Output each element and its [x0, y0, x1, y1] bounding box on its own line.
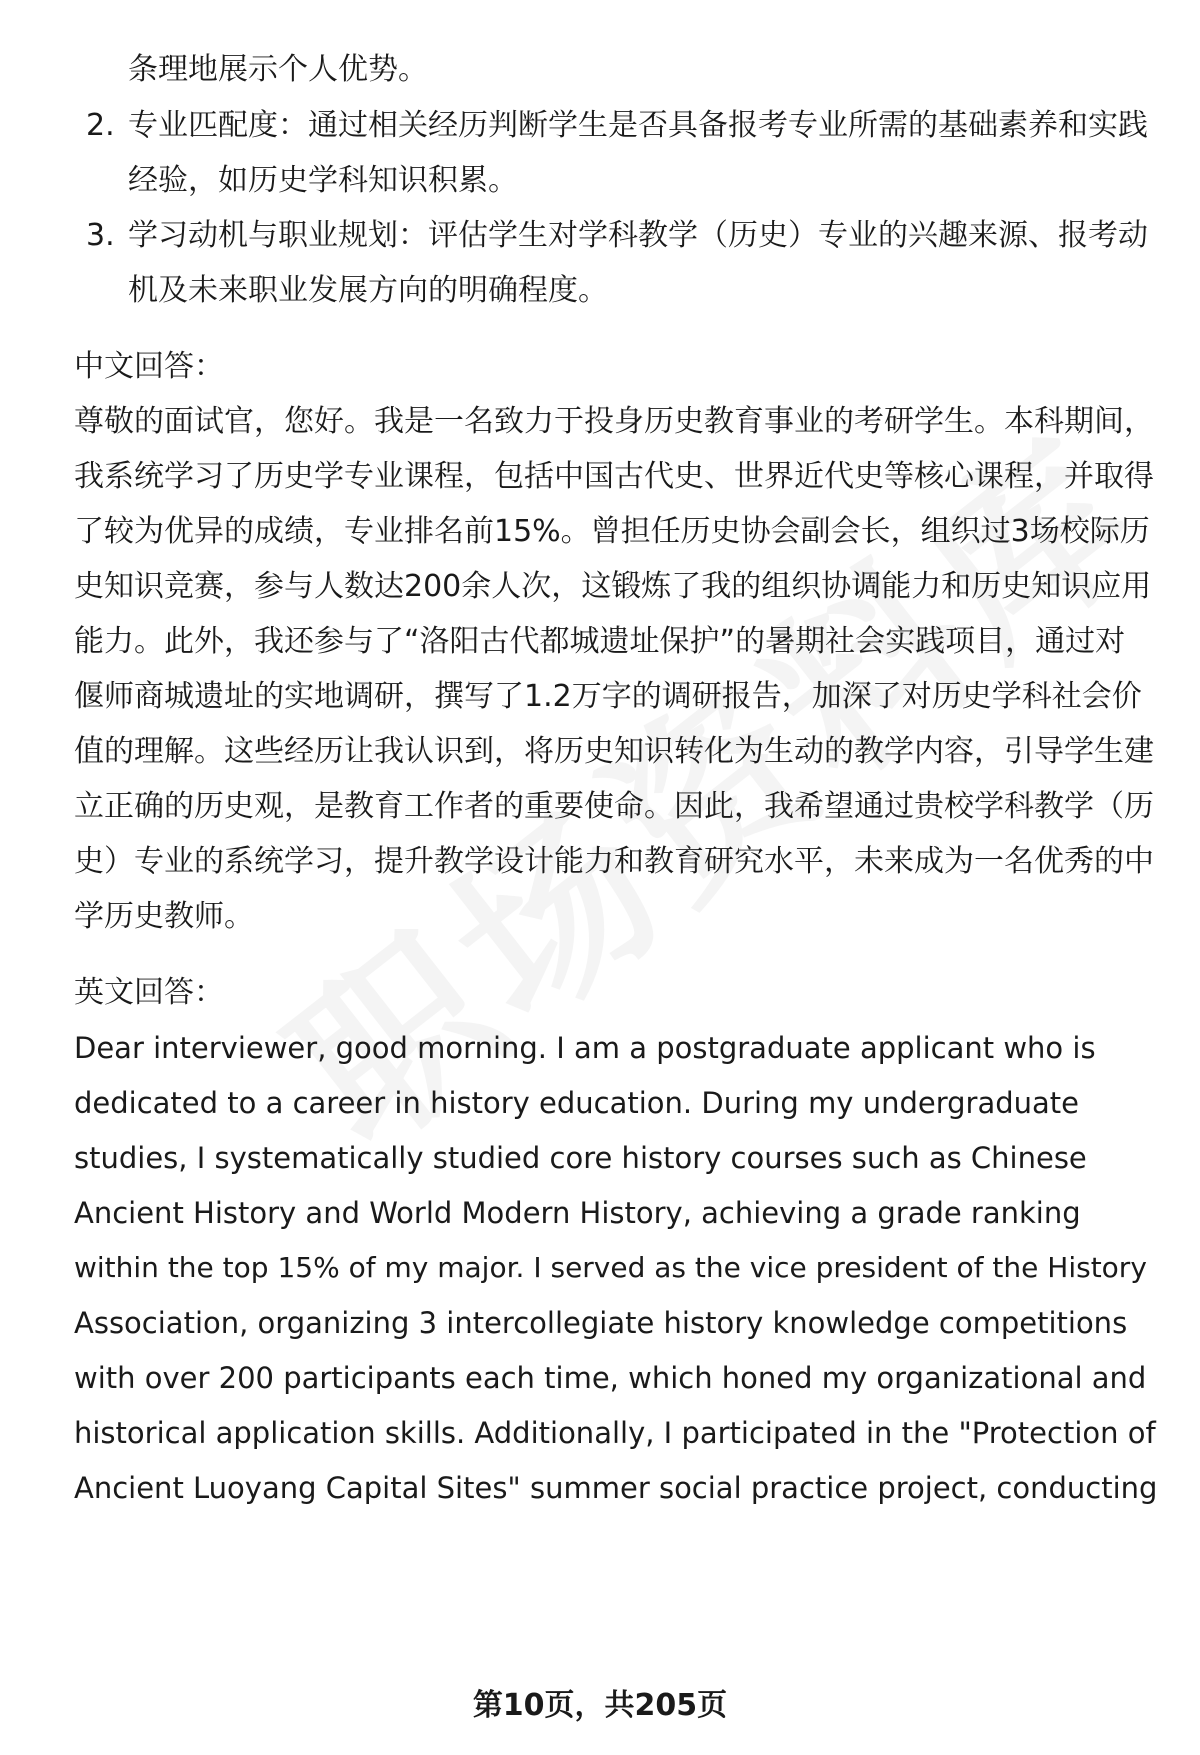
chinese-answer-line: 偃师商城遗址的实地调研，撰写了1.2万字的调研报告，加深了对历史学科社会价 [74, 679, 1142, 714]
criterion-line: 机及未来职业发展方向的明确程度。 [128, 273, 608, 308]
chinese-answer-line: 值的理解。这些经历让我认识到，将历史知识转化为生动的教学内容，引导学生建 [74, 734, 1154, 769]
english-answer-line: within the top 15% of my major. I served as the vice president of the History [74, 1251, 1147, 1284]
criterion-line: 经验，如历史学科知识积累。 [128, 163, 518, 198]
chinese-answer-line: 史）专业的系统学习，提升教学设计能力和教育研究水平，未来成为一名优秀的中 [74, 844, 1154, 879]
intro-line: 条理地展示个人优势。 [128, 52, 428, 87]
english-answer-line: Dear interviewer, good morning. I am a postgraduate applicant who is [74, 1031, 1096, 1065]
chinese-answer-line: 立正确的历史观，是教育工作者的重要使命。因此，我希望通过贵校学科教学（历 [74, 789, 1154, 824]
criterion-number: 3. [86, 218, 115, 253]
english-answer-line: dedicated to a career in history education. During my undergraduate [74, 1086, 1079, 1120]
page-number-footer: 第10页，共205页 [472, 1688, 728, 1723]
criterion-line: 专业匹配度：通过相关经历判断学生是否具备报考专业所需的基础素养和实践 [128, 108, 1148, 143]
english-answer-line: Ancient History and World Modern History, achieving a grade ranking [74, 1196, 1081, 1230]
english-answer-line: historical application skills. Additionally, I participated in the "Protection of [74, 1416, 1156, 1450]
criterion-line: 学习动机与职业规划：评估学生对学科教学（历史）专业的兴趣来源、报考动 [128, 218, 1148, 253]
chinese-answer-line: 学历史教师。 [74, 899, 254, 934]
chinese-answer-line: 了较为优异的成绩，专业排名前15%。曾担任历史协会副会长，组织过3场校际历 [74, 514, 1150, 549]
criterion-number: 2. [86, 108, 115, 143]
chinese-answer-line: 能力。此外，我还参与了“洛阳古代都城遗址保护”的暑期社会实践项目，通过对 [74, 624, 1126, 659]
chinese-answer-line: 史知识竞赛，参与人数达200余人次，这锻炼了我的组织协调能力和历史知识应用 [74, 569, 1152, 604]
english-answer-line: Ancient Luoyang Capital Sites" summer social practice project, conducting [74, 1471, 1158, 1505]
chinese-answer-line: 我系统学习了历史学专业课程，包括中国古代史、世界近代史等核心课程，并取得 [74, 459, 1154, 494]
chinese-answer-label: 中文回答： [74, 349, 224, 384]
english-answer-line: with over 200 participants each time, which honed my organizational and [74, 1361, 1147, 1395]
english-answer-line: Association, organizing 3 intercollegiate history knowledge competitions [74, 1306, 1128, 1340]
chinese-answer-line: 尊敬的面试官，您好。我是一名致力于投身历史教育事业的考研学生。本科期间， [74, 404, 1154, 439]
english-answer-line: studies, I systematically studied core history courses such as Chinese [74, 1141, 1087, 1175]
english-answer-label: 英文回答： [74, 975, 224, 1010]
